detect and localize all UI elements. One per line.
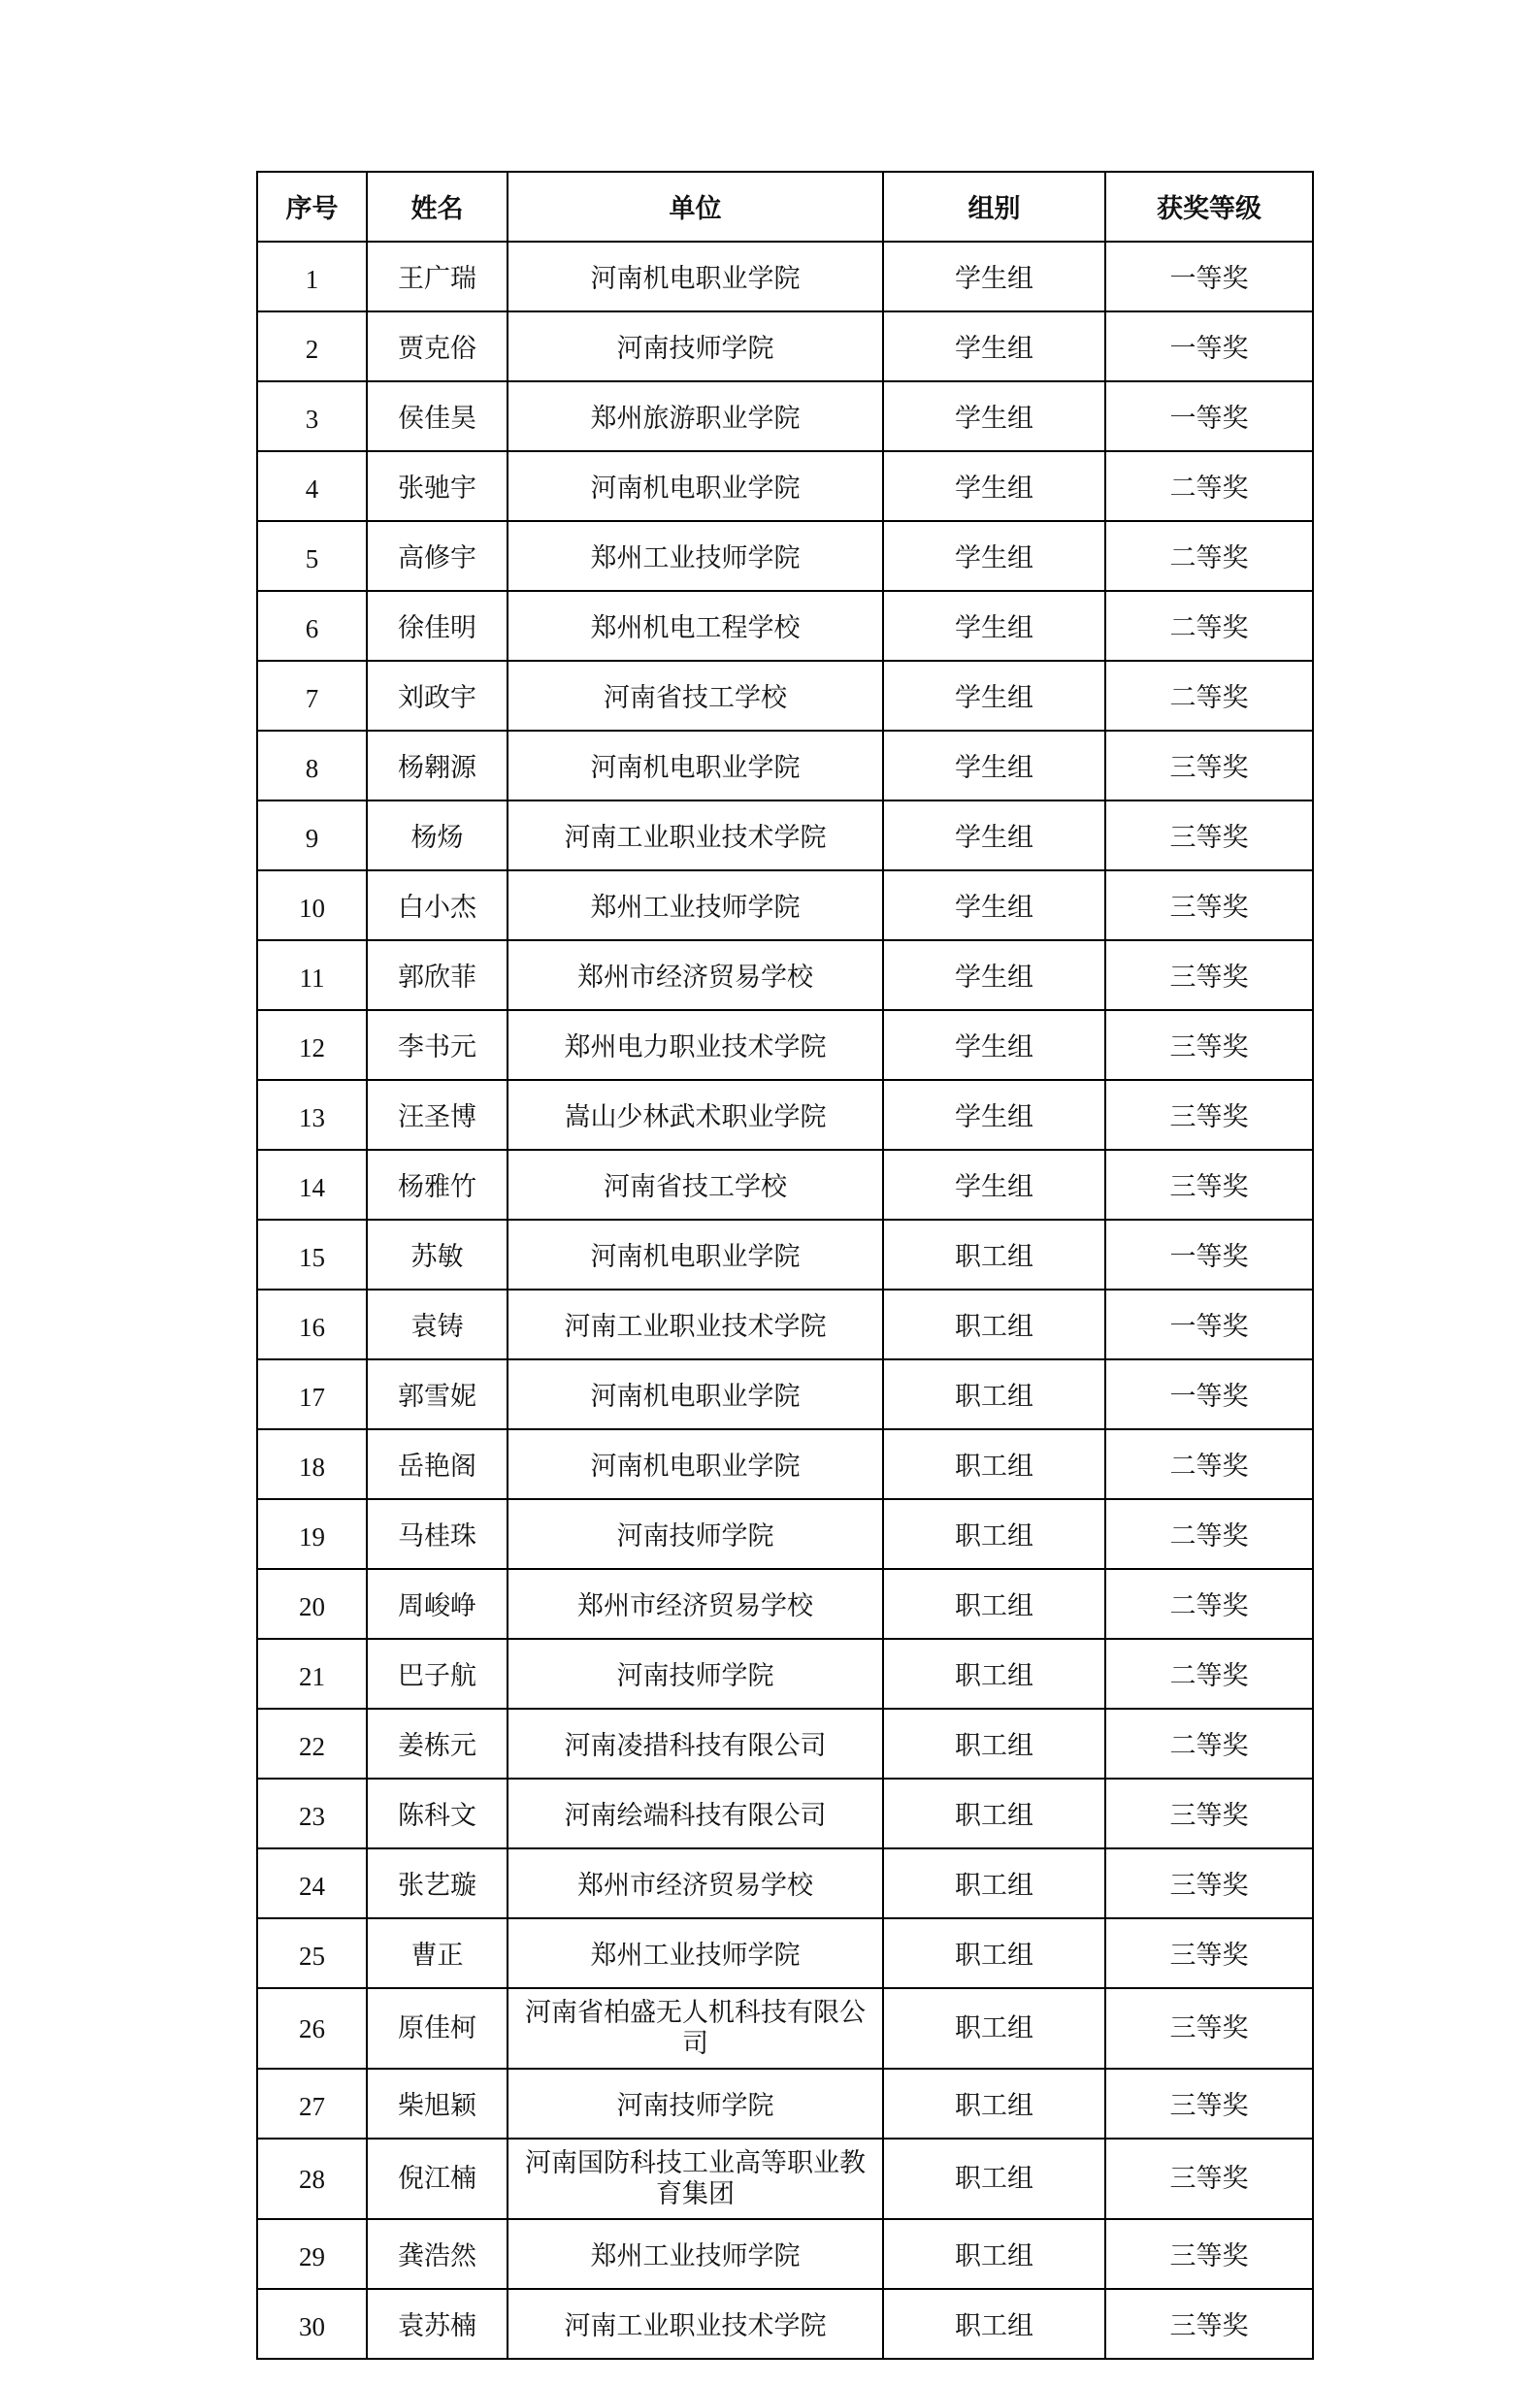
- row-number: 9: [257, 800, 367, 870]
- row-award: 三等奖: [1105, 800, 1313, 870]
- row-name: 袁苏楠: [367, 2289, 508, 2359]
- row-org: 郑州旅游职业学院: [508, 381, 883, 451]
- table-row: [257, 1290, 1313, 1359]
- row-number: 22: [257, 1709, 367, 1779]
- table-row: [257, 1918, 1313, 1988]
- row-number: 29: [257, 2219, 367, 2289]
- row-name: 张驰宇: [367, 451, 508, 521]
- row-org: 河南机电职业学院: [508, 451, 883, 521]
- table-header-row: [257, 172, 1313, 242]
- table-row: [257, 2139, 1313, 2219]
- row-org: 河南工业职业技术学院: [508, 800, 883, 870]
- row-number: 26: [257, 1988, 367, 2069]
- table-row: [257, 1988, 1313, 2069]
- table-row: [257, 1080, 1313, 1150]
- row-group: 职工组: [883, 1569, 1105, 1639]
- table-row: [257, 731, 1313, 800]
- table-row: [257, 1848, 1313, 1918]
- row-group: 职工组: [883, 1499, 1105, 1569]
- row-org: 河南机电职业学院: [508, 1359, 883, 1429]
- row-award: 二等奖: [1105, 451, 1313, 521]
- row-group: 学生组: [883, 521, 1105, 591]
- row-award: 一等奖: [1105, 311, 1313, 381]
- row-award: 二等奖: [1105, 1499, 1313, 1569]
- row-award: 一等奖: [1105, 1290, 1313, 1359]
- row-group: 学生组: [883, 381, 1105, 451]
- row-group: 学生组: [883, 451, 1105, 521]
- table-row: [257, 940, 1313, 1010]
- row-org: 河南省技工学校: [508, 661, 883, 731]
- table-row: [257, 521, 1313, 591]
- row-number: 17: [257, 1359, 367, 1429]
- row-number: 4: [257, 451, 367, 521]
- row-org: 郑州市经济贸易学校: [508, 1848, 883, 1918]
- header-name: 姓名: [367, 172, 508, 242]
- row-number: 6: [257, 591, 367, 661]
- row-award: 一等奖: [1105, 381, 1313, 451]
- table-row: [257, 870, 1313, 940]
- row-group: 职工组: [883, 1779, 1105, 1848]
- row-name: 姜栋元: [367, 1709, 508, 1779]
- row-name: 郭欣菲: [367, 940, 508, 1010]
- table-row: [257, 1779, 1313, 1848]
- row-name: 马桂珠: [367, 1499, 508, 1569]
- table-row: [257, 2289, 1313, 2359]
- row-group: 职工组: [883, 1290, 1105, 1359]
- row-number: 14: [257, 1150, 367, 1220]
- row-group: 学生组: [883, 661, 1105, 731]
- table-body: [257, 242, 1313, 2359]
- row-number: 8: [257, 731, 367, 800]
- row-name: 岳艳阁: [367, 1429, 508, 1499]
- row-group: 职工组: [883, 1429, 1105, 1499]
- row-org: 河南工业职业技术学院: [508, 1290, 883, 1359]
- row-org: 河南凌措科技有限公司: [508, 1709, 883, 1779]
- row-number: 15: [257, 1220, 367, 1290]
- row-award: 三等奖: [1105, 2219, 1313, 2289]
- table-row: [257, 661, 1313, 731]
- row-name: 王广瑞: [367, 242, 508, 311]
- row-award: 一等奖: [1105, 1359, 1313, 1429]
- row-group: 职工组: [883, 1639, 1105, 1709]
- row-name: 龚浩然: [367, 2219, 508, 2289]
- row-org: 河南技师学院: [508, 1499, 883, 1569]
- row-award: 二等奖: [1105, 661, 1313, 731]
- row-name: 刘政宇: [367, 661, 508, 731]
- row-number: 16: [257, 1290, 367, 1359]
- row-group: 学生组: [883, 731, 1105, 800]
- row-org: 河南省柏盛无人机科技有限公司: [508, 1988, 883, 2069]
- row-name: 高修宇: [367, 521, 508, 591]
- row-group: 职工组: [883, 2289, 1105, 2359]
- row-name: 曹正: [367, 1918, 508, 1988]
- row-name: 杨翱源: [367, 731, 508, 800]
- row-org: 郑州工业技师学院: [508, 870, 883, 940]
- row-number: 21: [257, 1639, 367, 1709]
- row-award: 三等奖: [1105, 1848, 1313, 1918]
- row-number: 1: [257, 242, 367, 311]
- table-row: [257, 311, 1313, 381]
- row-name: 白小杰: [367, 870, 508, 940]
- row-award: 三等奖: [1105, 2289, 1313, 2359]
- row-name: 张艺璇: [367, 1848, 508, 1918]
- row-group: 职工组: [883, 1848, 1105, 1918]
- row-org: 河南国防科技工业高等职业教育集团: [508, 2139, 883, 2219]
- row-award: 三等奖: [1105, 731, 1313, 800]
- row-org: 郑州工业技师学院: [508, 1918, 883, 1988]
- table-row: [257, 1639, 1313, 1709]
- row-name: 杨炀: [367, 800, 508, 870]
- row-name: 陈科文: [367, 1779, 508, 1848]
- table-row: [257, 242, 1313, 311]
- row-name: 巴子航: [367, 1639, 508, 1709]
- row-number: 20: [257, 1569, 367, 1639]
- row-group: 学生组: [883, 870, 1105, 940]
- row-name: 杨雅竹: [367, 1150, 508, 1220]
- header-no: 序号: [257, 172, 367, 242]
- row-group: 学生组: [883, 1080, 1105, 1150]
- row-group: 学生组: [883, 242, 1105, 311]
- row-number: 24: [257, 1848, 367, 1918]
- row-award: 三等奖: [1105, 2069, 1313, 2139]
- row-org: 郑州机电工程学校: [508, 591, 883, 661]
- table-row: [257, 591, 1313, 661]
- row-number: 23: [257, 1779, 367, 1848]
- row-award: 三等奖: [1105, 1779, 1313, 1848]
- row-group: 职工组: [883, 2069, 1105, 2139]
- row-group: 学生组: [883, 1010, 1105, 1080]
- row-number: 7: [257, 661, 367, 731]
- row-org: 河南机电职业学院: [508, 1220, 883, 1290]
- row-name: 原佳柯: [367, 1988, 508, 2069]
- row-name: 苏敏: [367, 1220, 508, 1290]
- row-number: 30: [257, 2289, 367, 2359]
- row-org: 郑州市经济贸易学校: [508, 1569, 883, 1639]
- row-org: 河南技师学院: [508, 1639, 883, 1709]
- row-award: 二等奖: [1105, 1569, 1313, 1639]
- row-award: 三等奖: [1105, 940, 1313, 1010]
- row-number: 13: [257, 1080, 367, 1150]
- row-number: 28: [257, 2139, 367, 2219]
- row-number: 18: [257, 1429, 367, 1499]
- row-group: 职工组: [883, 1359, 1105, 1429]
- table-row: [257, 1010, 1313, 1080]
- row-org: 河南机电职业学院: [508, 242, 883, 311]
- awards-table: [256, 171, 1314, 2360]
- table-row: [257, 1150, 1313, 1220]
- row-award: 二等奖: [1105, 591, 1313, 661]
- row-group: 职工组: [883, 1220, 1105, 1290]
- row-group: 职工组: [883, 1918, 1105, 1988]
- row-group: 学生组: [883, 311, 1105, 381]
- row-name: 倪江楠: [367, 2139, 508, 2219]
- row-award: 三等奖: [1105, 1150, 1313, 1220]
- row-award: 一等奖: [1105, 242, 1313, 311]
- row-org: 河南技师学院: [508, 2069, 883, 2139]
- row-org: 河南绘端科技有限公司: [508, 1779, 883, 1848]
- row-award: 二等奖: [1105, 1709, 1313, 1779]
- row-group: 职工组: [883, 1709, 1105, 1779]
- row-award: 三等奖: [1105, 870, 1313, 940]
- table-row: [257, 1220, 1313, 1290]
- row-award: 二等奖: [1105, 521, 1313, 591]
- table-row: [257, 1359, 1313, 1429]
- row-award: 三等奖: [1105, 1988, 1313, 2069]
- row-award: 二等奖: [1105, 1639, 1313, 1709]
- row-award: 三等奖: [1105, 2139, 1313, 2219]
- row-group: 职工组: [883, 2139, 1105, 2219]
- row-org: 郑州市经济贸易学校: [508, 940, 883, 1010]
- row-award: 一等奖: [1105, 1220, 1313, 1290]
- row-name: 汪圣博: [367, 1080, 508, 1150]
- row-number: 12: [257, 1010, 367, 1080]
- row-number: 3: [257, 381, 367, 451]
- row-name: 袁铸: [367, 1290, 508, 1359]
- row-name: 周峻峥: [367, 1569, 508, 1639]
- row-group: 职工组: [883, 2219, 1105, 2289]
- row-award: 三等奖: [1105, 1918, 1313, 1988]
- table-row: [257, 1429, 1313, 1499]
- row-group: 职工组: [883, 1988, 1105, 2069]
- header-group: 组别: [883, 172, 1105, 242]
- row-org: 郑州电力职业技术学院: [508, 1010, 883, 1080]
- row-name: 贾克俗: [367, 311, 508, 381]
- row-org: 河南技师学院: [508, 311, 883, 381]
- row-number: 27: [257, 2069, 367, 2139]
- header-award: 获奖等级: [1105, 172, 1313, 242]
- row-number: 5: [257, 521, 367, 591]
- row-name: 侯佳昊: [367, 381, 508, 451]
- row-group: 学生组: [883, 591, 1105, 661]
- row-name: 郭雪妮: [367, 1359, 508, 1429]
- table-row: [257, 800, 1313, 870]
- table-row: [257, 2069, 1313, 2139]
- row-org: 嵩山少林武术职业学院: [508, 1080, 883, 1150]
- row-name: 徐佳明: [367, 591, 508, 661]
- row-number: 11: [257, 940, 367, 1010]
- row-name: 李书元: [367, 1010, 508, 1080]
- row-group: 学生组: [883, 800, 1105, 870]
- table-row: [257, 2219, 1313, 2289]
- row-org: 河南机电职业学院: [508, 731, 883, 800]
- table-row: [257, 381, 1313, 451]
- row-org: 郑州工业技师学院: [508, 521, 883, 591]
- row-number: 19: [257, 1499, 367, 1569]
- row-name: 柴旭颖: [367, 2069, 508, 2139]
- table-row: [257, 1569, 1313, 1639]
- row-org: 郑州工业技师学院: [508, 2219, 883, 2289]
- row-org: 河南工业职业技术学院: [508, 2289, 883, 2359]
- row-award: 三等奖: [1105, 1010, 1313, 1080]
- row-award: 二等奖: [1105, 1429, 1313, 1499]
- header-org: 单位: [508, 172, 883, 242]
- row-org: 河南省技工学校: [508, 1150, 883, 1220]
- row-group: 学生组: [883, 940, 1105, 1010]
- table-row: [257, 451, 1313, 521]
- row-award: 三等奖: [1105, 1080, 1313, 1150]
- row-number: 25: [257, 1918, 367, 1988]
- table-row: [257, 1709, 1313, 1779]
- row-number: 10: [257, 870, 367, 940]
- table-row: [257, 1499, 1313, 1569]
- row-number: 2: [257, 311, 367, 381]
- row-group: 学生组: [883, 1150, 1105, 1220]
- row-org: 河南机电职业学院: [508, 1429, 883, 1499]
